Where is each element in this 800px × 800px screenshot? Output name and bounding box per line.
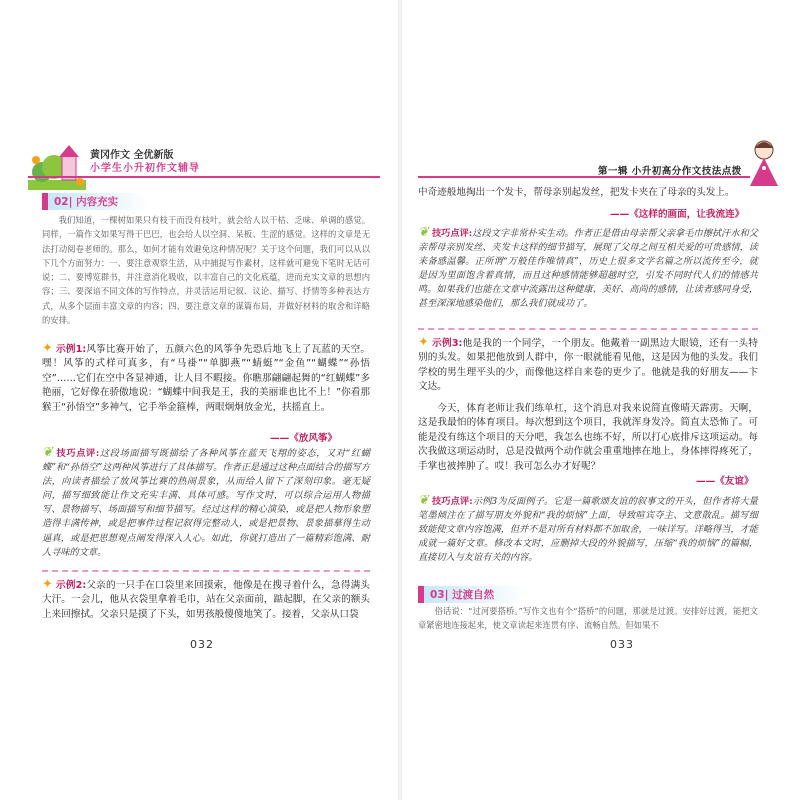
example-2-label: 示例2: bbox=[55, 580, 87, 591]
chapter-title: 第一辑 小升初高分作文技法点拨 bbox=[598, 166, 742, 177]
section-heading-content bbox=[42, 193, 148, 210]
tip-1-label: 技巧点评: bbox=[55, 448, 100, 459]
example-3-block bbox=[418, 336, 758, 395]
example-3-source: ——《友谊》 bbox=[696, 476, 754, 487]
page-number-left: 032 bbox=[190, 638, 214, 651]
section-heading-transition bbox=[418, 586, 524, 603]
section-title: 02| 内容充实 bbox=[54, 196, 119, 208]
example-2-block bbox=[42, 578, 370, 622]
right-page bbox=[400, 0, 800, 800]
tip-1-text: 这段场面描写既描绘了各种风筝在蓝天飞翔的姿态，又对“红蝴蝶”和“孙悟空”这两种风筝进行了具体描写。作者正是通过这种点面结合的描写方法，向读者描绘了放风筝比赛的热闹景象，从而给人留下了深刻印象。毫无疑问，描写细致能让作文充实丰满、具体可感。写作文时，可以综合运用人物描写、景物描写、场面描写和细节描写。经过这样的精心演染，或是把人物形象塑造得丰满传神，或是把事件过程记叙得完整动人，或是把景物、景象描摹得生动逼真，或是把思想观点阐发得深入人心。如此，你就打造出了一篇精彩饱满、耐人寻味的文章。 bbox=[42, 448, 370, 558]
example-3-label: 示例3: bbox=[431, 338, 463, 349]
header-illustration-right bbox=[744, 138, 784, 190]
star-icon: ✦ bbox=[418, 335, 429, 350]
tip-3-block bbox=[418, 494, 758, 565]
continuation-text: 中奇迹般地掏出一个发卡，帮母亲别起发丝，把发卡夹在了母亲的头发上。 bbox=[418, 187, 735, 198]
tip-2-text: 这段文字非常朴实生动。作者正是借由母亲帮父亲拿毛巾擦拭汗水和父亲帮母亲别发丝、夹发卡这样的细节描写，展现了父母之间互相关爱的可贵感情，读来备感温馨。正所谓“万般佳作唯情真”，历史上很多文学名篇之所以流传至今，就是因为里面饱含着真情，而且这种感情能够超越时空，引发不同时代人们的情感共鸣。如果我们也能在文章中流露出这种健康、美好、高尚的感情，让读者感同身受，甚至深深地感染他们，那么我们就成功了。 bbox=[418, 228, 758, 310]
brand-subtitle: 小学生小升初作文辅导 bbox=[90, 163, 200, 174]
section-2-paragraph: 俗话说：“过河要搭桥。”写作文也有个“搭桥”的问题，那就是过渡。安排好过渡，能把文章紧密地连接起来，使文章读起来连贯有序、流畅自然。但如果不 bbox=[418, 606, 758, 631]
example-3-paragraph-2: 今天，体育老师让我们练单杠，这个消息对我来说简直像晴天霹雳。天啊，这是我最怕的体育项目。每次想到这个项目，我就浑身发冷。简直太恐怖了。可能是没有练这个项目的天分吧，我怎么也练不好，所以打心底排斥这项运动。每次我做这项运动时，总是没做两个动作就会重重地摔在地上，身体摔得疼死了，手掌也被摔肿了。哎！我可怎么办才好呢？ bbox=[418, 403, 758, 472]
intro-paragraph: 我们知道，一棵树如果只有枝干而没有枝叶，就会给人以干枯、乏味、单调的感觉。同样，一篇作文如果写得干巴巴，也会给人以空洞、呆板、生涩的感觉。这样的文章是无法打动阅卷老师的。那么，如何才能有效避免这种情况呢？关于这个问题，我们可以从以下几个方面努力：一、要注意观察生活，从中捕捉写作素材，这样就可避免下笔时无话可说；二、要博览群书，并注意消化吸收，以丰富自己的文化底蕴，进而充实文章的思想内容；三、要深谙不同文体的写作特点，并灵活运用记叙、议论、描写、抒情等多种表达方式，从多个层面丰富文章的内容；四、要注意文章的谋篇布局，并做好材料的取舍和详略的安排。 bbox=[42, 215, 370, 326]
brand-title: 黄冈作文 全优新版 bbox=[90, 150, 174, 161]
dashed-divider bbox=[42, 570, 370, 572]
example-3-text: 他是我的一个同学，一个朋友。他戴着一副黑边大眼镜，还有一头特别的头发。如果把他放到人群中，你一眼就能看见他，这是因为他的头发。我们学校的男生理平头的少，而像他这样自来卷的更少了。他就是我的好朋友——卞文达。 bbox=[418, 338, 759, 393]
header-rule-left bbox=[28, 176, 380, 178]
tip-3-text: 示例3为反面例子。它是一篇歌颂友谊的叙事文的开头，但作者将大量笔墨倾注在了描写朋友外貌和“我的烦恼”上面，导致喧宾夺主、文意散乱。描写细致能使文章内容饱满，但并不是对所有材料都不加取舍，一味详写。详略得当，才能成就一篇好文章。修改本文时，应删掉大段的外貌描写，压缩“我的烦恼”的篇幅，直接切入与友谊有关的内容。 bbox=[418, 496, 758, 564]
section-2-title: 03| 过渡自然 bbox=[430, 589, 495, 601]
example-1-block bbox=[42, 342, 370, 415]
leaf-icon: ❦ bbox=[42, 445, 53, 460]
leaf-icon: ❦ bbox=[418, 493, 429, 508]
tip-3-label: 技巧点评: bbox=[431, 496, 473, 507]
page-number-right: 033 bbox=[610, 638, 634, 651]
example-1-label: 示例1: bbox=[55, 344, 87, 355]
tip-1-block bbox=[42, 446, 370, 560]
continuation-source: ——《这样的画面，让我流连》 bbox=[610, 209, 745, 220]
leaf-icon: ❦ bbox=[418, 225, 429, 240]
dashed-divider bbox=[418, 328, 758, 330]
tip-2-block bbox=[418, 226, 758, 312]
star-icon: ✦ bbox=[42, 341, 53, 356]
example-1-source: ——《放风筝》 bbox=[270, 433, 338, 444]
example-2-text: 父亲的一只手在口袋里来回摸索，他像是在搜寻着什么，急得满头大汗。一会儿，他从衣袋里拿着毛巾，站在父亲面前，踮起脚，在父亲的额头上来回擦拭。父亲只是摸了下头，如男孩般傻傻地笑了。接着，父亲从口袋 bbox=[42, 580, 370, 620]
header-illustration-left bbox=[28, 142, 86, 190]
tip-2-label: 技巧点评: bbox=[431, 228, 473, 239]
example-1-text: 风筝比赛开始了，五颜六色的风筝争先恐后地飞上了瓦蓝的天空。嘿！风筝的式样可真多，有“马褂”“单脚燕”“蜻蜓”“金鱼”“蝴蝶”“孙悟空”……它们在空中各显神通，让人目不暇接。你瞧那翩翩起舞的“红蝴蝶”多艳丽，它好像在骄傲地说：“蝴蝶中间我是王，我的美丽谁也比不上！”你看那猴王“孙悟空”多神气，它手举金箍棒，两眼炯炯放金光，扶摇直上。 bbox=[42, 344, 370, 413]
star-icon: ✦ bbox=[42, 577, 53, 592]
